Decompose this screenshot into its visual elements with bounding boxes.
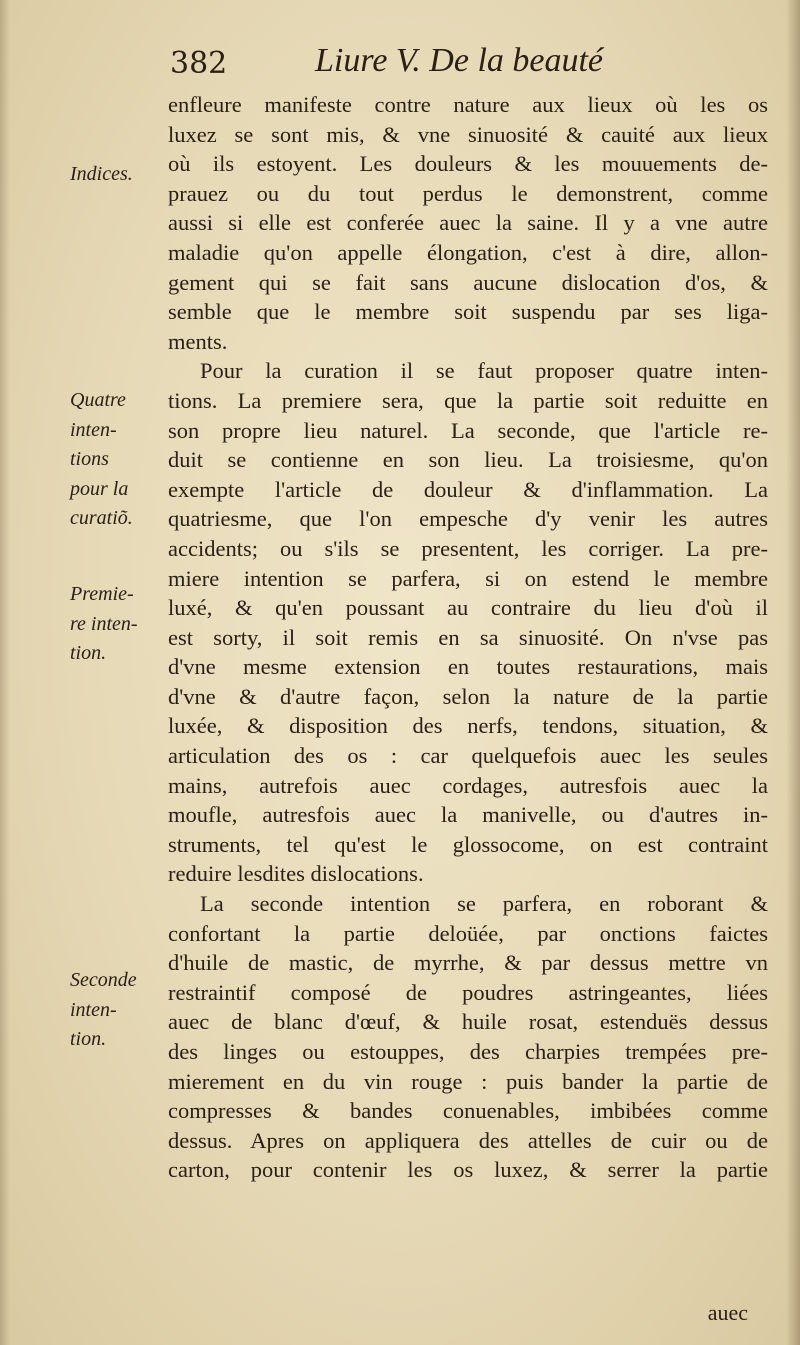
text-line: restraintif composé de poudres astringeantes, liées: [168, 979, 768, 1005]
margin-note-line: tion.: [70, 642, 107, 665]
text-line: ments.: [168, 328, 228, 354]
page-edge-shadow: [786, 0, 800, 1345]
margin-note-line: pour la: [70, 477, 129, 500]
page-header: [170, 42, 730, 90]
text-line: moufle, autresfois auec la manivelle, ou d'autres in-: [168, 802, 768, 828]
text-line: d'vne & d'autre façon, selon la nature de la partie: [168, 683, 768, 709]
text-line: accidents; ou s'ils se presentent, les corriger. La pre-: [168, 535, 768, 561]
margin-note-premiere-intention: [70, 580, 138, 669]
margin-note-line: re inten-: [70, 612, 138, 635]
margin-note-line: curatiõ.: [70, 507, 133, 530]
text-line: aussi si elle est conferée auec la saine. Il y a vne autre: [168, 210, 768, 236]
margin-note-quatre-intentions: [70, 386, 133, 534]
text-line: confortant la partie deloüée, par onctions faictes: [168, 920, 768, 946]
text-line: semble que le membre soit suspendu par ses liga-: [168, 299, 768, 325]
text-line: des linges ou estouppes, des charpies trempées pre-: [168, 1039, 768, 1064]
margin-note-indices: [70, 160, 133, 190]
text-line: carton, pour contenir les os luxez, & serrer la partie: [168, 1157, 768, 1183]
page-number: 382: [170, 46, 228, 81]
text-line: mierement en du vin rouge : puis bander la partie de: [168, 1068, 768, 1094]
text-line: luxé, & qu'en poussant au contraire du lieu d'où il: [168, 595, 768, 621]
text-line: La seconde intention se parfera, en roborant &: [200, 891, 768, 917]
margin-note-line: Indices.: [70, 163, 133, 185]
text-line: enfleure manifeste contre nature aux lieux où les os: [168, 92, 768, 117]
text-line: compresses & bandes conuenables, imbibées comme: [168, 1098, 768, 1124]
text-line: Pour la curation il se faut proposer quatre inten-: [200, 358, 768, 384]
text-line: maladie qu'on appelle élongation, c'est à dire, allon-: [168, 239, 768, 265]
catchword: auec: [707, 1300, 748, 1325]
text-line: reduire lesdites dislocations.: [168, 861, 424, 887]
margin-note-line: inten-: [70, 998, 117, 1021]
text-line: luxez se sont mis, & vne sinuosité & cauité aux lieux: [168, 121, 768, 147]
text-line: d'huile de mastic, de myrrhe, & par dessus mettre vn: [168, 950, 768, 976]
text-line: duit se contienne en son lieu. La troisiesme, qu'on: [168, 447, 768, 473]
margin-note-line: Seconde: [70, 969, 137, 991]
text-line: auec de blanc d'œuf, & huile rosat, estenduës dessus: [168, 1009, 768, 1035]
margin-note-line: Premie-: [70, 583, 134, 605]
text-line: articulation des os : car quelquefois auec les seules: [168, 743, 768, 769]
text-line: gement qui se fait sans aucune dislocation d'os, &: [168, 269, 768, 295]
margin-note-line: Quatre: [70, 389, 126, 411]
text-line: où ils estoyent. Les douleurs & les mouuements de-: [168, 151, 768, 177]
text-line: mains, autrefois auec cordages, autresfois auec la: [168, 772, 768, 798]
margin-note-seconde-intention: [70, 966, 137, 1055]
text-line: luxée, & disposition des nerfs, tendons, situation, &: [168, 713, 768, 739]
text-line: tions. La premiere sera, que la partie soit reduitte en: [168, 387, 768, 413]
gutter-shadow: [0, 0, 10, 1345]
text-line: struments, tel qu'est le glossocome, on est contraint: [168, 831, 768, 857]
text-line: miere intention se parfera, si on estend le membre: [168, 565, 768, 591]
text-line: son propre lieu naturel. La seconde, que l'article re-: [168, 417, 768, 443]
running-title: Liure V. De la beauté: [315, 42, 604, 79]
margin-note-line: inten-: [70, 418, 117, 441]
text-line: est sorty, il soit remis en sa sinuosité. On n'vse pas: [168, 624, 768, 650]
text-line: d'vne mesme extension en toutes restaurations, mais: [168, 654, 768, 680]
text-line: exempte l'article de douleur & d'inflammation. La: [168, 476, 768, 502]
body-text: [168, 90, 768, 1185]
margin-note-line: tions: [70, 448, 109, 471]
margin-note-line: tion.: [70, 1028, 107, 1051]
text-line: quatriesme, que l'on empesche d'y venir les autres: [168, 506, 768, 532]
text-line: dessus. Apres on appliquera des attelles de cuir ou de: [168, 1127, 768, 1153]
text-line: prauez ou du tout perdus le demonstrent, comme: [168, 180, 768, 206]
